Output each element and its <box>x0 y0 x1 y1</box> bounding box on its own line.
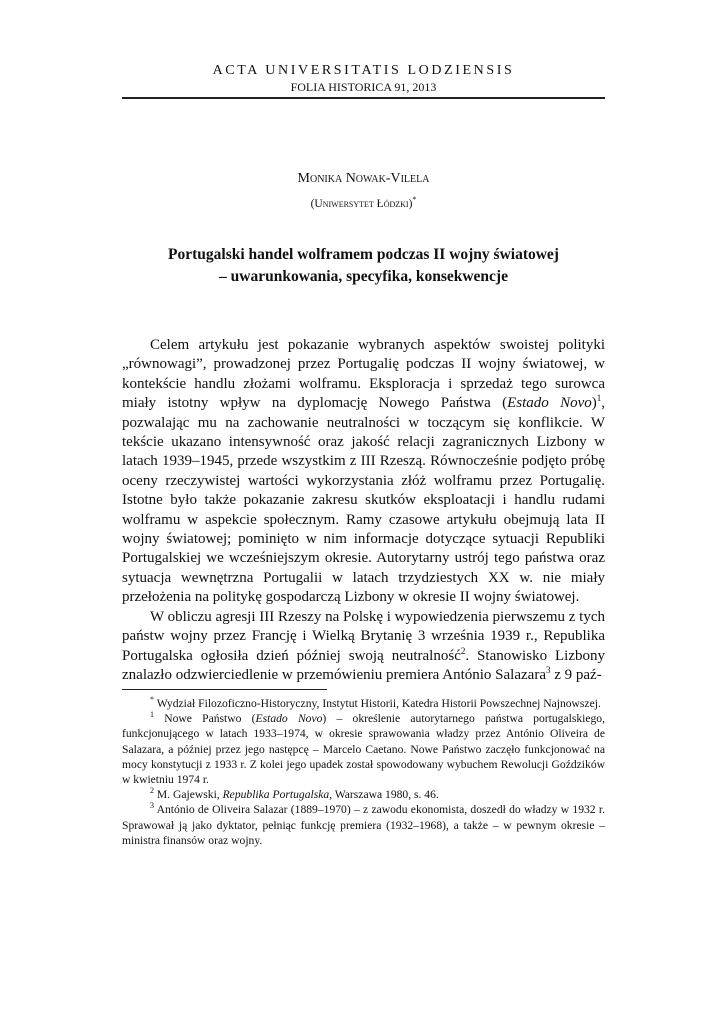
footnote-mark: * <box>150 695 154 705</box>
author-name: Monika Nowak-Vilela <box>297 171 430 186</box>
p1-text-c: , pozwalając mu na zachowanie neutralności w toczącym się konflikcie. W tekście ukazano intensywność oraz jakość relacji zagranicznych Lizbony w latach 1939–1945, przede wszystkim z III Rzeszą. Równocześnie podjęto próbę oceny rzeczywistej wartości wykorzystania złóż wolframu przez Portugalię. Istotne było także pokazanie zakresu skutków eksploatacji i handlu rudami wolframu w aspekcie społecznym. Ramy czasowe artykułu obejmują lata II wojny światowej; pominięto w nim informacje dotyczące sytuacji Republiki Portugalskiej we wcześniejszym okresie. Autorytarny ustrój tego państwa oraz sytuacja wewnętrzna Portugalii w latach trzydziestych XX w. nie miały przełożenia na politykę gospodarczą Lizbony w okresie II wojny światowej. <box>122 395 605 606</box>
article-title <box>122 244 605 288</box>
author-affiliation <box>122 192 605 212</box>
footnote-italic: Estado Novo <box>255 712 323 726</box>
affiliation-text: (Uniwersytet Łódzki) <box>310 197 413 210</box>
p1-text-b: ) <box>591 395 597 412</box>
footnote-2 <box>122 787 605 802</box>
footnote-text: ) – określenie autorytarnego państwa portugalskiego, funkcjonującego w latach 1933–1974, w okresie sprawowania władzy przez António Oliveira de Salazara, a później przez jego następcę – Marcelo Caetano. Nowe Państwo zaczęło funkcjonować na mocy konstytucji z 1933 r. Z kolei jego upadek został spowodowany wybuchem Rewolucji Goździków w kwietniu 1974 r. <box>122 712 605 787</box>
footnote-separator <box>122 689 327 690</box>
author-block <box>122 170 605 212</box>
footnote-1 <box>122 711 605 787</box>
footnote-text: Nowe Państwo ( <box>154 712 256 726</box>
p2-text-b: . Stanowisko Lizbony znalazło odzwierciedlenie w przemówieniu premiera António Salazara <box>122 647 606 683</box>
footnote-ref-2[interactable]: 2 <box>460 645 466 656</box>
footnote-ref-1[interactable]: 1 <box>596 393 602 404</box>
p1-text-a: Celem artykułu jest pokazanie wybranych aspektów swoistej polityki „równowagi”, prowadzonej przez Portugalię podczas II wojny światowej, w kontekście handlu złożami wolframu. Eksploracja i sprzedaż tego surowca miały istotny wpływ na dyplomację Nowego Państwa ( <box>122 337 605 412</box>
paragraph-2 <box>122 608 605 686</box>
footnote-italic: Republika Portugalska <box>222 788 330 802</box>
affiliation-footnote-mark[interactable]: * <box>412 195 417 204</box>
footnote-mark: 1 <box>150 710 154 720</box>
p2-text-c: z 9 paź- <box>550 666 602 683</box>
footnote-ref-3[interactable]: 3 <box>545 664 551 675</box>
footnote-mark: 3 <box>150 801 154 811</box>
p2-text-a: W obliczu agresji III Rzeszy na Polskę i wypowiedzenia pierwszemu z tych państw wojny przez Francję i Wielką Brytanię 3 września 1939 r., Republika Portugalska ogłosiła dzień później swoją neutralność <box>122 608 605 664</box>
article-title-line-2: – uwarunkowania, specyfika, konsekwencje <box>219 268 508 285</box>
footnote-3 <box>122 802 605 848</box>
footnote-text: Wydział Filozoficzno-Historyczny, Instytut Historii, Katedra Historii Powszechnej Najnowszej. <box>154 697 601 710</box>
running-head <box>122 62 605 95</box>
footnote-text: , Warszawa 1980, s. 46. <box>329 788 439 802</box>
header-rule <box>122 97 605 99</box>
footnote-text: António de Oliveira Salazar (1889–1970) – z zawodu ekonomista, doszedł do władzy w 1932 r. Sprawował ją jako dyktator, pełniąc funkcję premiera (1932–1968), a także – w pewnym okresie – ministra finansów oraz wojny. <box>122 803 605 847</box>
paragraph-1 <box>122 336 605 608</box>
journal-issue: FOLIA HISTORICA 91, 2013 <box>290 80 437 94</box>
footnote-mark: 2 <box>150 786 154 796</box>
journal-title: ACTA UNIVERSITATIS LODZIENSIS <box>212 63 515 78</box>
footnote-text: M. Gajewski, <box>154 788 223 802</box>
footnotes <box>122 696 605 848</box>
footnote-affiliation <box>122 696 605 711</box>
article-body <box>122 336 605 685</box>
p1-italic-term: Estado Novo <box>507 395 592 412</box>
article-title-line-1: Portugalski handel wolframem podczas II wojny światowej <box>168 246 559 263</box>
